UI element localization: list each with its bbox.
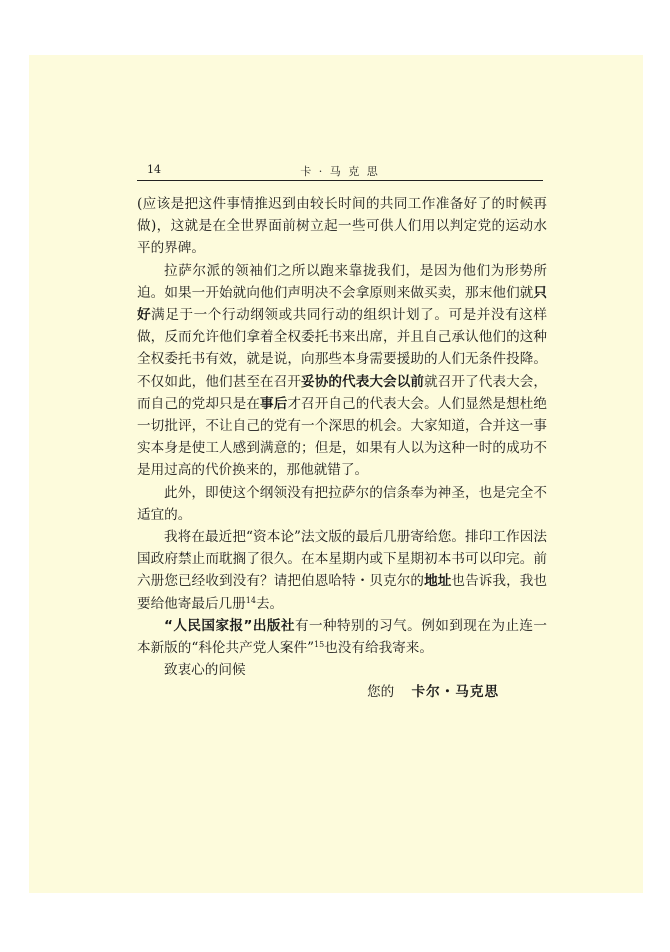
footnote-ref: 15 [314,640,325,650]
signature [137,681,547,703]
emphasis-text: 事后 [260,395,288,412]
paragraph [137,193,547,260]
paragraph [137,526,547,615]
signature-prefix: 您的 [367,684,395,701]
running-header [137,162,543,181]
closing-line [137,659,547,681]
emphasis-text: 妥协的代表大会以前 [301,373,425,390]
page-number: 14 [147,163,161,176]
paragraph [137,260,547,482]
text-run: 也告诉我，我也要给他寄最后几册 [137,573,548,612]
text-run: 去。 [255,595,284,612]
emphasis-text: 地址 [424,573,452,590]
emphasis-text: 只好 [137,284,547,324]
text-run: 致衷心的问候 [164,662,246,679]
text-run: 满足于一个行动纲领或共同行动的组织计划了。可是并没有这样做，反而允许他们拿着全权委托书来出席，并且自己承认他们的这种全权委托书有效，就是说，向那些本身需要援助的人们无条件投降。不仅如此，他们甚至在召开 [137,307,548,390]
paragraph [137,482,547,526]
footnote-ref: 14 [245,595,256,605]
text-run: 我将在最近把“资本论”法文版的最后几册寄给您。排印工作因法国政府禁止而耽搁了很久。在本星期内或下星期初本书可以印完。前六册您已经收到没有？请把伯恩哈特・贝克尔的 [137,529,547,590]
body-text [137,193,547,704]
running-title: 卡 · 马 克 思 [300,165,380,178]
emphasis-text: “人民国家报”出版社 [164,617,295,634]
text-run: 有一种特别的习气。例如到现在为止连一本新版的“科伦共产党人案件” [137,617,547,657]
text-run: 拉萨尔派的领袖们之所以跑来靠拢我们，是因为他们为形势所迫。如果一开始就向他们声明决不会拿原则来做买卖，那末他们就 [137,262,547,301]
text-run: 就召开了代表大会，而自己的党却只是在 [137,373,548,412]
paragraph [137,615,547,659]
text-run: (应该是把这件事情推迟到由较长时间的共同工作准备好了的时候再做)，这就是在全世界面前树立起一些可供人们用以判定党的运动水平的界碑。 [137,196,547,257]
text-run: 也没有给我寄来。 [324,640,433,657]
signature-name: 卡尔・马克思 [411,684,500,701]
text-run: 才召开自己的代表大会。人们显然是想杜绝一切批评，不让自己的党有一个深思的机会。大家知道，合并这一事实本身是使工人感到满意的；但是，如果有人以为这种一时的成功不是用过高的代价换来的，那他就错了。 [137,395,548,479]
text-run: 此外，即使这个纲领没有把拉萨尔的信条奉为神圣，也是完全不适宜的。 [137,484,547,523]
